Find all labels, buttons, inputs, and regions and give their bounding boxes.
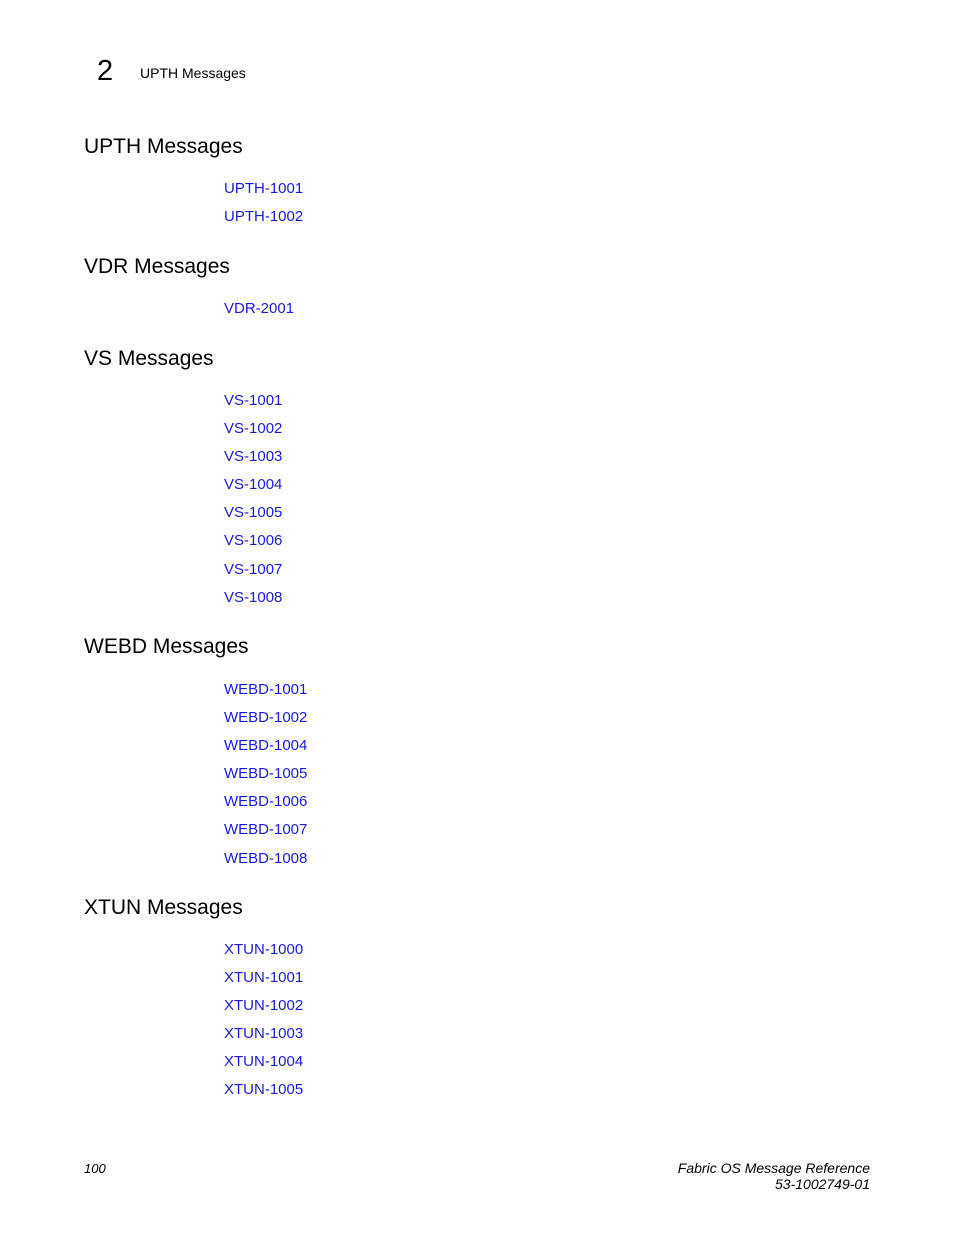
list-item <box>224 180 303 208</box>
list-item <box>224 589 282 617</box>
section-heading-webd: WEBD Messages <box>84 635 249 658</box>
link-list-vs <box>224 392 282 617</box>
message-link[interactable]: XTUN-1005 <box>224 1081 304 1099</box>
message-link[interactable]: VS-1004 <box>224 476 283 494</box>
message-link[interactable]: XTUN-1002 <box>224 997 304 1015</box>
list-item <box>224 1053 303 1081</box>
message-link[interactable]: WEBD-1006 <box>224 793 308 811</box>
message-link[interactable]: XTUN-1004 <box>224 1053 304 1071</box>
list-item <box>224 1025 303 1053</box>
list-item <box>224 300 294 328</box>
section-heading-upth: UPTH Messages <box>84 135 243 158</box>
message-link[interactable]: VDR-2001 <box>224 300 295 317</box>
list-item <box>224 532 282 560</box>
list-item <box>224 561 282 589</box>
list-item <box>224 448 282 476</box>
list-item <box>224 850 307 878</box>
list-item <box>224 969 303 997</box>
message-link[interactable]: XTUN-1003 <box>224 1025 304 1043</box>
footer-doc-title: Fabric OS Message Reference <box>677 1160 870 1176</box>
message-link[interactable]: WEBD-1008 <box>224 849 308 867</box>
list-item <box>224 208 303 236</box>
list-item <box>224 1081 303 1109</box>
list-item <box>224 476 282 504</box>
message-link[interactable]: VS-1006 <box>224 532 283 550</box>
list-item <box>224 737 307 765</box>
list-item <box>224 504 282 532</box>
list-item <box>224 765 307 793</box>
message-link[interactable]: WEBD-1005 <box>224 765 308 783</box>
footer-doc-number: 53-1002749-01 <box>775 1176 870 1192</box>
message-link[interactable]: XTUN-1001 <box>224 969 304 987</box>
link-list-webd <box>224 681 307 878</box>
running-header-title: UPTH Messages <box>140 65 246 81</box>
link-list-vdr <box>224 300 294 328</box>
link-list-upth <box>224 180 303 236</box>
message-link[interactable]: UPTH-1001 <box>224 180 304 197</box>
message-link[interactable]: VS-1001 <box>224 392 283 409</box>
list-item <box>224 997 303 1025</box>
section-heading-vs: VS Messages <box>84 347 214 370</box>
message-link[interactable]: XTUN-1000 <box>224 941 304 958</box>
list-item <box>224 420 282 448</box>
message-link[interactable]: WEBD-1002 <box>224 709 308 727</box>
message-link[interactable]: VS-1005 <box>224 504 283 522</box>
list-item <box>224 793 307 821</box>
list-item <box>224 821 307 849</box>
footer-doc-info <box>678 1160 870 1192</box>
message-link[interactable]: WEBD-1001 <box>224 681 308 698</box>
section-heading-xtun: XTUN Messages <box>84 896 243 919</box>
section-heading-vdr: VDR Messages <box>84 255 230 278</box>
link-list-xtun <box>224 941 303 1110</box>
footer-page-number: 100 <box>84 1161 106 1176</box>
message-link[interactable]: WEBD-1007 <box>224 821 308 839</box>
message-link[interactable]: WEBD-1004 <box>224 737 308 755</box>
list-item <box>224 681 307 709</box>
message-link[interactable]: VS-1008 <box>224 588 283 606</box>
list-item <box>224 709 307 737</box>
chapter-number: 2 <box>97 55 114 87</box>
message-link[interactable]: VS-1002 <box>224 420 283 438</box>
list-item <box>224 941 303 969</box>
message-link[interactable]: UPTH-1002 <box>224 208 304 226</box>
message-link[interactable]: VS-1003 <box>224 448 283 466</box>
list-item <box>224 392 282 420</box>
message-link[interactable]: VS-1007 <box>224 560 283 578</box>
